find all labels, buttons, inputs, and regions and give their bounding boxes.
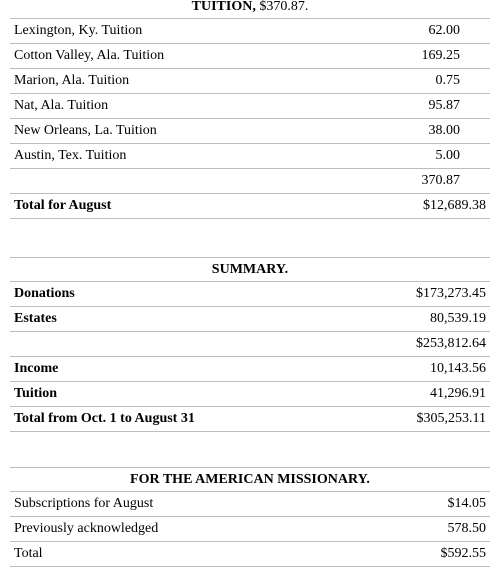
total-row (10, 407, 490, 432)
row-label: Previously acknowledged (14, 521, 159, 536)
table-row (10, 69, 490, 94)
table-row (10, 517, 490, 542)
row-label: Donations (14, 286, 75, 301)
table-row (10, 282, 490, 307)
row-value: $305,253.11 (416, 411, 486, 426)
total-row (10, 194, 490, 219)
row-value: 0.75 (435, 73, 460, 88)
row-value: 5.00 (435, 148, 460, 163)
row-label: Tuition (14, 386, 58, 401)
table-row (10, 357, 490, 382)
table-row (10, 382, 490, 407)
missionary-heading (10, 468, 490, 492)
total-row (10, 542, 490, 567)
total-label: Total for August (14, 198, 112, 213)
tuition-heading (10, 0, 490, 19)
row-value: $592.55 (440, 546, 486, 561)
row-value: 10,143.56 (430, 361, 486, 376)
row-label: Austin, Tex. Tuition (14, 148, 127, 163)
summary-heading (10, 258, 490, 282)
row-value: $14.05 (447, 496, 486, 511)
missionary-section (10, 467, 490, 567)
table-row (10, 307, 490, 332)
row-value: 41,296.91 (430, 386, 486, 401)
summary-title: SUMMARY. (211, 262, 289, 277)
row-label: Total from Oct. 1 to August 31 (14, 411, 195, 426)
row-value: 95.87 (428, 98, 460, 113)
row-value: 80,539.19 (430, 311, 486, 326)
row-value: 62.00 (428, 23, 460, 38)
row-label: New Orleans, La. Tuition (14, 123, 157, 138)
row-value: 370.87 (421, 173, 460, 188)
row-label: Marion, Ala. Tuition (14, 73, 130, 88)
subtotal-row (10, 332, 490, 357)
table-row (10, 119, 490, 144)
table-row (10, 144, 490, 169)
tuition-title: TUITION, (191, 0, 256, 14)
row-label: Lexington, Ky. Tuition (14, 23, 143, 38)
row-label: Income (14, 361, 59, 376)
table-row (10, 44, 490, 69)
row-label: Cotton Valley, Ala. Tuition (14, 48, 165, 63)
row-label: Nat, Ala. Tuition (14, 98, 109, 113)
table-row (10, 94, 490, 119)
table-row (10, 19, 490, 44)
row-label: Estates (14, 311, 57, 326)
total-value: $12,689.38 (423, 198, 486, 213)
row-value: 578.50 (447, 521, 486, 536)
subtotal-row (10, 169, 490, 194)
missionary-title: FOR THE AMERICAN MISSIONARY. (130, 472, 370, 487)
summary-section (10, 257, 490, 432)
table-row (10, 492, 490, 517)
row-value: 38.00 (428, 123, 460, 138)
row-value: $173,273.45 (416, 286, 486, 301)
row-label: Subscriptions for August (14, 496, 154, 511)
row-value: $253,812.64 (416, 336, 486, 351)
row-value: 169.25 (421, 48, 460, 63)
tuition-section (10, 0, 490, 219)
row-label: Total (14, 546, 43, 561)
tuition-title-amount: $370.87. (259, 0, 309, 14)
